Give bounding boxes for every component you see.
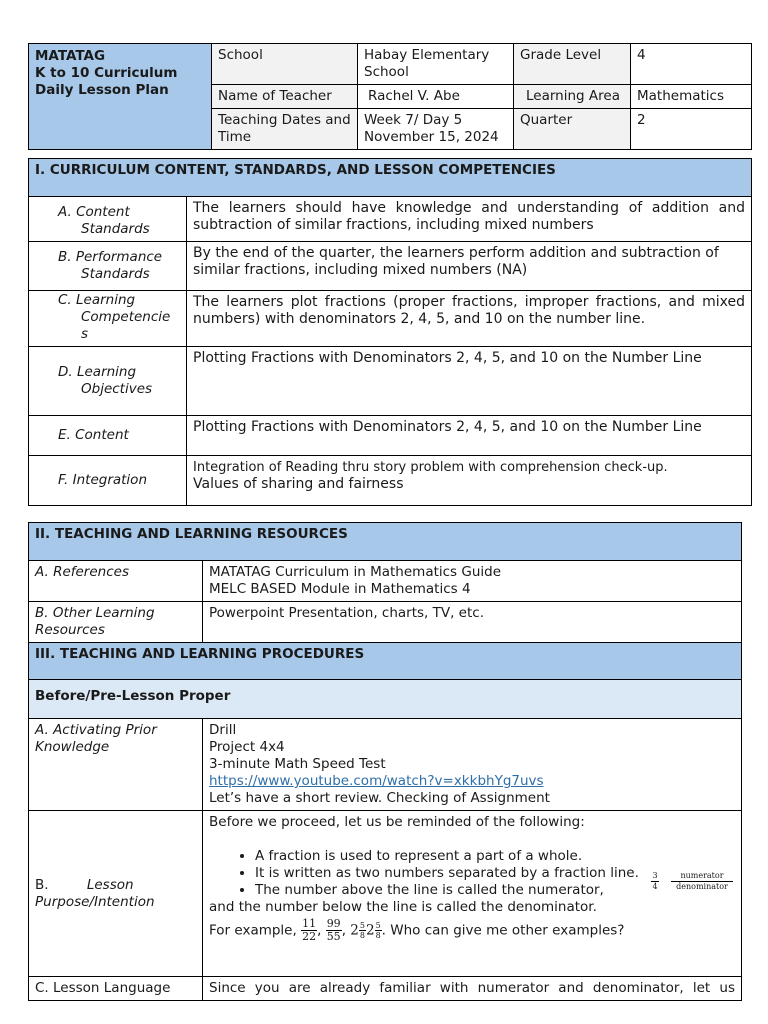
activity-line: Let’s have a short review. Checking of Assignment [209,790,550,806]
grade-label: Grade Level [514,44,631,85]
diagram-word-numerator: numerator [680,871,724,880]
purpose-intro: Before we proceed, let us be reminded of the following: [209,814,585,830]
label-line: F. Integration [58,472,147,488]
other-resources-label [29,602,203,643]
label-line: D. Learning [58,364,137,380]
teacher-label: Name of Teacher [212,85,358,109]
diagram-word-denominator: denominator [671,881,733,892]
references-value [203,561,742,602]
label-line: Standards [81,266,150,282]
activity-line: 3-minute Math Speed Test [209,756,386,772]
content-label [29,416,187,456]
activity-line: Project 4x4 [209,739,285,755]
numerator: 5 [359,921,365,930]
label-line: A. Activating Prior [35,722,157,738]
label-line: Competencie [81,309,171,325]
section-3-title: III. TEACHING AND LEARNING PROCEDURES [29,643,742,680]
integration-value [187,456,752,506]
learning-objectives-label [29,347,187,416]
bullet-text: It is written as two numbers separated by a fraction line. [255,865,639,881]
content-standards-label [29,197,187,242]
denominator: 22 [302,930,317,943]
school-value: Habay Elementary School [358,44,514,85]
label-line: Resources [35,622,105,638]
whole-number: 2 [350,922,359,939]
numerator: 99 [326,917,341,930]
purpose-value [203,811,742,977]
diagram-numerator: 3 [652,871,658,880]
label-line: Objectives [81,381,153,397]
section-2-title: II. TEACHING AND LEARNING RESOURCES [29,523,742,561]
example-fraction [326,918,342,943]
label-line: s [81,326,89,342]
integration-label [29,456,187,506]
label-line: Purpose/Intention [35,893,155,910]
performance-standards-value: By the end of the quarter, the learners perform addition and subtraction of similar fractions, including mixed numbers (NA) [187,242,752,291]
label-line: B. Performance [58,249,163,265]
reference-item: MELC BASED Module in Mathematics 4 [209,581,471,597]
content-standards-value: The learners should have knowledge and understanding of addition and subtraction of similar fractions, including mixed numbers [187,197,752,242]
grade-value: 4 [631,44,752,85]
whole-number: 2 [365,922,375,939]
bullet-text: The number above the line is called the numerator, [255,882,604,898]
label-line: E. Content [58,427,129,443]
reference-item: MATATAG Curriculum in Mathematics Guide [209,564,502,580]
numerator: 5 [375,921,381,930]
integration-values: Values of sharing and fairness [193,476,404,492]
example-fraction [301,918,317,943]
teacher-value: Rachel V. Abe [358,85,514,109]
fraction-diagram [651,871,741,901]
denominator: 8 [359,931,365,940]
dates-label: Teaching Dates and Time [212,109,358,150]
title-line-2: K to 10 Curriculum [35,65,178,81]
section-1-title: I. CURRICULUM CONTENT, STANDARDS, AND LESSON COMPETENCIES [29,159,752,197]
example-fraction [375,921,382,940]
lesson-language-value: Since you are already familiar with numerator and denominator, let us [203,977,742,1001]
learning-competencies-value: The learners plot fractions (proper fractions, improper fractions, and mixed numbers) with denominators 2, 4, 5, and 10 on the number line. [187,291,752,347]
diagram-denominator: 4 [652,882,658,891]
dlp-title [29,44,212,150]
example-line: For example, $\frac{11}{22}$ , $\frac{99}{55}$ , 2 $\frac{5}{8}$ 2 $\frac{5}{8}$ . Who can give me other examples? [209,917,625,943]
lesson-language-label: C. Lesson Language [29,977,203,1001]
header-table [28,43,752,150]
learning-objectives-value: Plotting Fractions with Denominators 2, 4, 5, and 10 on the Number Line [187,347,752,416]
label-part: Lesson [86,876,134,893]
activating-label [29,719,203,811]
denominator: 8 [375,931,381,940]
quarter-value: 2 [631,109,752,150]
activity-line: Drill [209,722,237,738]
area-value: Mathematics [631,85,752,109]
procedures-table [28,522,742,1001]
dates-week: Week 7/ Day 5 [364,112,463,128]
label-line: Knowledge [35,739,110,755]
content-value: Plotting Fractions with Denominators 2, 4, 5, and 10 on the Number Line [187,416,752,456]
example-prefix: For example, [209,922,297,939]
denominator: 55 [326,930,341,943]
other-resources-value: Powerpoint Presentation, charts, TV, etc. [203,602,742,643]
title-line-3: Daily Lesson Plan [35,82,169,98]
area-label: Learning Area [514,85,631,109]
bullet-text: A fraction is used to represent a part of a whole. [255,848,583,864]
dates-date: November 15, 2024 [364,129,499,145]
title-line-1: MATATAG [35,48,106,64]
youtube-link[interactable]: https://www.youtube.com/watch?v=xkkbhYg7uvs [209,773,544,789]
purpose-after: and the number below the line is called the denominator. [209,899,597,915]
label-line: C. Learning [58,292,136,308]
dates-value [358,109,514,150]
example-suffix: . Who can give me other examples? [381,922,625,939]
school-label: School [212,44,358,85]
bullet-item [255,848,735,865]
label-line: Standards [81,221,150,237]
performance-standards-label [29,242,187,291]
activating-value [203,719,742,811]
references-label: A. References [29,561,203,602]
pre-lesson-subtitle: Before/Pre-Lesson Proper [29,680,742,719]
label-line: A. Content [58,204,130,220]
curriculum-table [28,158,752,506]
numerator: 11 [302,917,317,930]
quarter-label: Quarter [514,109,631,150]
label-part: B. [35,876,49,893]
example-fraction [359,921,366,940]
learning-competencies-label [29,291,187,347]
integration-reading: Integration of Reading thru story problem with comprehension check-up. [193,460,668,475]
purpose-label [29,811,203,977]
label-line: B. Other Learning [35,605,155,621]
